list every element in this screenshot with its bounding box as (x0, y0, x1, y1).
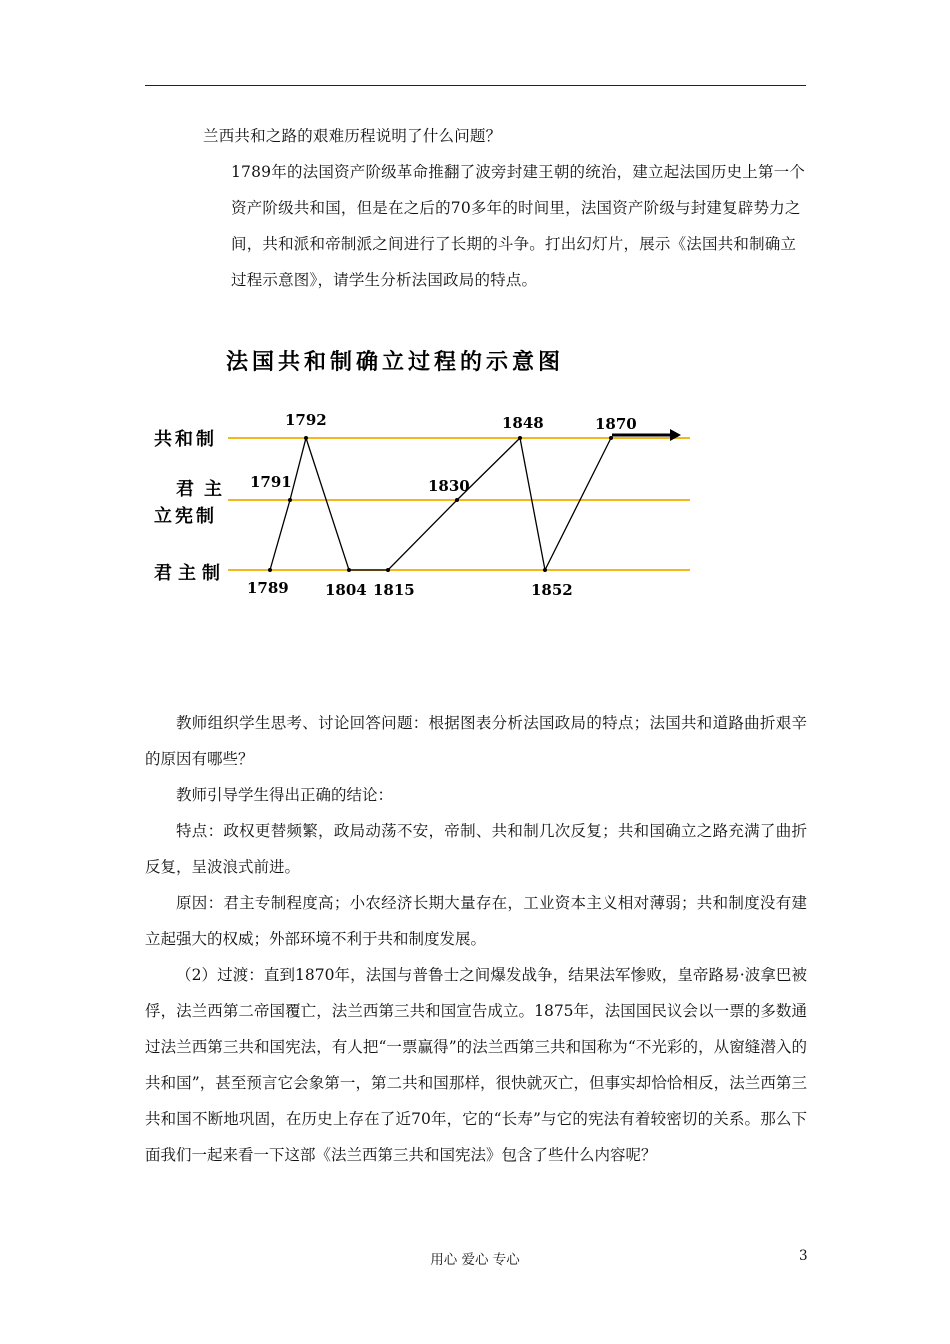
paragraph-transition: （2）过渡：直到1870年，法国与普鲁士之间爆发战争，结果法军惨败，皇帝路易·波拿巴被俘，法兰西第二帝国覆亡，法兰西第三共和国宣告成立。1875年，法国国民议会以一票的多数通过法兰西第三共和国宪法，有人把“一票赢得”的法兰西第三共和国称为“不光彩的，从窗缝潜入的共和国”，甚至预言它会象第一，第二共和国那样，很快就灭亡，但事实却恰恰相反，法兰西第三共和国不断地巩固，在历史上存在了近70年，它的“长寿”与它的宪法有着较密切的关系。那么下面我们一起来看一下这部《法兰西第三共和国宪法》包含了些什么内容呢？ (145, 966, 807, 1164)
level-label-constitutional-1: 君主 (176, 479, 232, 500)
republic-timeline-chart (140, 335, 720, 625)
page-number: 3 (799, 1248, 808, 1264)
trend-point-1792 (304, 436, 308, 440)
level-label-republic: 共和制 (154, 429, 217, 450)
question-line: 兰西共和之路的艰难历程说明了什么问题？ (203, 127, 502, 145)
year-label-1815: 1815 (373, 581, 415, 599)
year-label-1791: 1791 (250, 473, 292, 491)
year-label-1830: 1830 (428, 477, 470, 495)
footer-motto: 用心 爱心 专心 (430, 1252, 520, 1268)
level-label-constitutional-2: 立宪制 (154, 506, 217, 527)
continuation-arrow-head (670, 429, 681, 441)
chart-title: 法国共和制确立过程的示意图 (226, 350, 565, 375)
year-label-1789: 1789 (247, 579, 289, 597)
paragraph-discussion: 教师组织学生思考、讨论回答问题：根据图表分析法国政局的特点；法国共和道路曲折艰辛的原因有哪些？ (145, 714, 807, 768)
paragraph-causes: 原因：君主专制程度高；小农经济长期大量存在，工业资本主义相对薄弱；共和制度没有建立起强大的权威；外部环境不利于共和制度发展。 (145, 894, 807, 948)
trend-point-1815 (386, 568, 390, 572)
level-label-monarchy: 君主制 (154, 563, 226, 584)
paragraph-characteristics: 特点：政权更替频繁，政局动荡不安，帝制、共和制几次反复；共和国确立之路充满了曲折反复，呈波浪式前进。 (145, 822, 807, 876)
year-label-1852: 1852 (531, 581, 573, 599)
trend-point-1870 (609, 436, 613, 440)
intro-paragraph: 1789年的法国资产阶级革命推翻了波旁封建王朝的统治，建立起法国历史上第一个资产阶级共和国，但是在之后的70多年的时间里，法国资产阶级与封建复辟势力之间，共和派和帝制派之间进行了长期的斗争。打出幻灯片，展示《法国共和制确立过程示意图》，请学生分析法国政局的特点。 (231, 163, 806, 289)
year-label-1804: 1804 (325, 581, 367, 599)
header-rule (145, 85, 806, 86)
trend-point-1852 (543, 568, 547, 572)
trend-point-1804 (347, 568, 351, 572)
body-text (145, 705, 807, 1173)
year-label-1870: 1870 (595, 415, 637, 433)
year-label-1848: 1848 (502, 414, 544, 432)
trend-point-1848 (518, 436, 522, 440)
trend-point-1830 (455, 498, 459, 502)
year-label-1792: 1792 (285, 411, 327, 429)
paragraph-conclusion-intro: 教师引导学生得出正确的结论： (176, 786, 394, 804)
trend-point-1789 (268, 568, 272, 572)
trend-point-1791 (288, 498, 292, 502)
trend-line (270, 438, 611, 570)
